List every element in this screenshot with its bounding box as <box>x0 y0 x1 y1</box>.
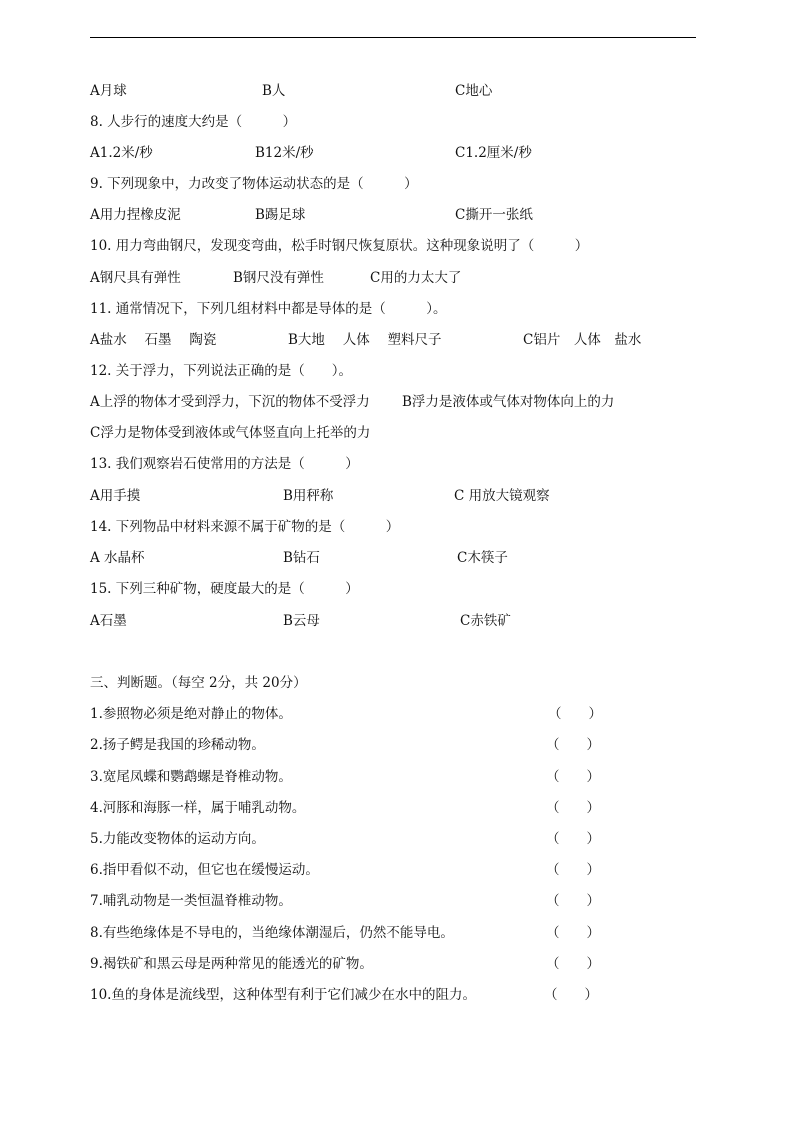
judgment-text: 3.宽尾凤蝶和鹦鹉螺是脊椎动物。 <box>90 769 292 785</box>
judgment-text: 9.褐铁矿和黑云母是两种常见的能透光的矿物。 <box>90 956 373 972</box>
option-c: C地心 <box>455 83 493 99</box>
option-b: B云母 <box>283 613 320 629</box>
question-stem: 11. 通常情况下，下列几组材料中都是导体的是（ ）。 <box>90 301 447 317</box>
option-c: C铝片 人体 盐水 <box>523 332 642 348</box>
option-a: A石墨 <box>90 613 127 629</box>
section-title: 三、判断题。（每空 2分，共 20分） <box>90 675 307 691</box>
option-c: C撕开一张纸 <box>455 207 533 223</box>
answer-bracket[interactable]: （ ） <box>546 831 600 847</box>
judgment-text: 10.鱼的身体是流线型，这种体型有利于它们减少在水中的阻力。 <box>90 987 476 1003</box>
judgment-text: 7.哺乳动物是一类恒温脊椎动物。 <box>90 893 292 909</box>
option-b: B钻石 <box>283 550 320 566</box>
option-c: C用的力太大了 <box>370 270 462 286</box>
answer-bracket[interactable]: （ ） <box>546 925 600 941</box>
question-stem: 12. 关于浮力，下列说法正确的是（ ）。 <box>90 363 353 379</box>
option-b: B人 <box>262 83 286 99</box>
question-stem: 10. 用力弯曲钢尺，发现变弯曲，松手时钢尺恢复原状。这种现象说明了（ ） <box>90 238 589 254</box>
answer-bracket[interactable]: （ ） <box>546 893 600 909</box>
question-stem: 13. 我们观察岩石使常用的方法是（ ） <box>90 456 359 472</box>
question-stem: 15. 下列三种矿物，硬度最大的是（ ） <box>90 581 359 597</box>
option-a: A月球 <box>90 83 127 99</box>
question-stem: 8. 人步行的速度大约是（ ） <box>90 114 297 130</box>
option-c: C木筷子 <box>457 550 508 566</box>
answer-bracket[interactable]: （ ） <box>548 706 602 722</box>
judgment-text: 4.河豚和海豚一样，属于哺乳动物。 <box>90 800 306 816</box>
option-c: C浮力是物体受到液体或气体竖直向上托举的力 <box>90 425 371 441</box>
judgment-text: 5.力能改变物体的运动方向。 <box>90 831 265 847</box>
option-b: B12米/秒 <box>255 145 314 161</box>
option-a: A上浮的物体才受到浮力，下沉的物体不受浮力 <box>90 394 370 410</box>
option-a: A用手摸 <box>90 488 141 504</box>
answer-bracket[interactable]: （ ） <box>546 956 600 972</box>
option-a: A钢尺具有弹性 <box>90 270 181 286</box>
option-b: B浮力是液体或气体对物体向上的力 <box>402 394 615 410</box>
option-b: B钢尺没有弹性 <box>233 270 324 286</box>
question-stem: 9. 下列现象中，力改变了物体运动状态的是（ ） <box>90 176 418 192</box>
option-a: A 水晶杯 <box>90 550 145 566</box>
option-c: C赤铁矿 <box>460 613 511 629</box>
question-stem: 14. 下列物品中材料来源不属于矿物的是（ ） <box>90 519 400 535</box>
judgment-text: 8.有些绝缘体是不导电的，当绝缘体潮湿后，仍然不能导电。 <box>90 925 454 941</box>
option-a: A1.2米/秒 <box>90 145 153 161</box>
answer-bracket[interactable]: （ ） <box>546 800 600 816</box>
option-b: B用秤称 <box>283 488 334 504</box>
header-rule <box>90 37 696 38</box>
answer-bracket[interactable]: （ ） <box>546 737 600 753</box>
judgment-text: 6.指甲看似不动，但它也在缓慢运动。 <box>90 862 319 878</box>
judgment-text: 1.参照物必须是绝对静止的物体。 <box>90 706 292 722</box>
answer-bracket[interactable]: （ ） <box>544 987 598 1003</box>
judgment-text: 2.扬子鳄是我国的珍稀动物。 <box>90 737 265 753</box>
option-c: C1.2厘米/秒 <box>455 145 532 161</box>
answer-bracket[interactable]: （ ） <box>546 769 600 785</box>
answer-bracket[interactable]: （ ） <box>546 862 600 878</box>
option-b: B踢足球 <box>255 207 306 223</box>
option-a: A用力捏橡皮泥 <box>90 207 181 223</box>
option-b: B大地 人体 塑料尺子 <box>288 332 442 348</box>
option-a: A盐水 石墨 陶瓷 <box>90 332 217 348</box>
option-c: C 用放大镜观察 <box>454 488 550 504</box>
